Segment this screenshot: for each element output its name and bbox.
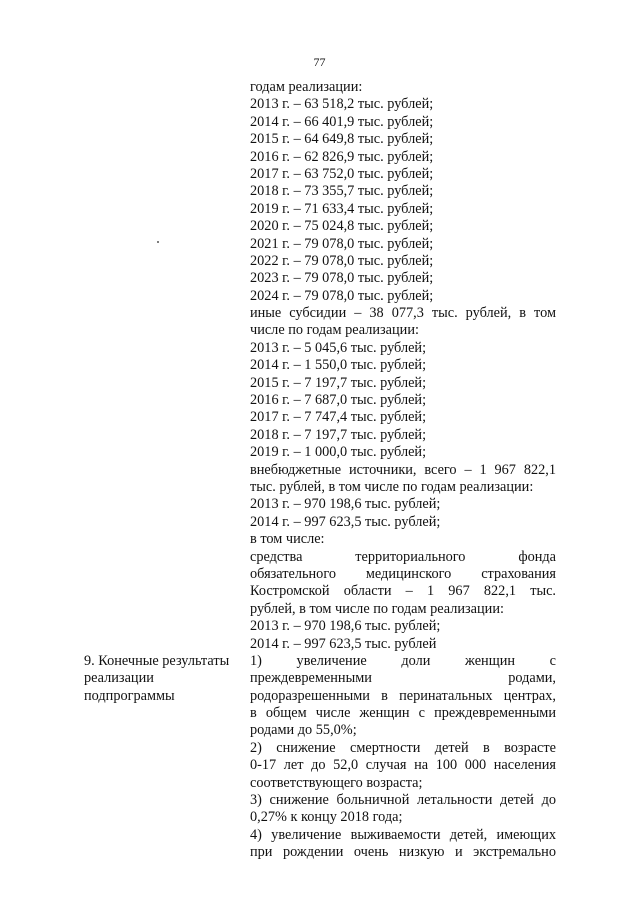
section-label-line: подпрограммы — [84, 687, 175, 704]
insurance-fund-line: рублей, в том числе по годам реализации: — [250, 600, 504, 617]
result-line: 2) снижение смертности детей в возрасте — [250, 739, 556, 756]
funding-line: годам реализации: — [250, 79, 363, 95]
insurance-fund-line: средства территориального фонда — [250, 548, 556, 565]
funding-line: 2016 г. – 62 826,9 тыс. рублей; — [250, 148, 434, 165]
subsidy-year-line: 2014 г. – 1 550,0 тыс. рублей; — [250, 357, 427, 374]
other-subsidies-line: числе по годам реализации: — [250, 322, 419, 339]
result-line: 3) снижение больничной летальности детей до — [250, 792, 556, 809]
funding-line: 2015 г. – 64 649,8 тыс. рублей; — [250, 131, 434, 148]
subsidy-year-line: 2017 г. – 7 747,4 тыс. рублей; — [250, 409, 427, 426]
subsidy-year-line: 2013 г. – 5 045,6 тыс. рублей; — [250, 339, 427, 356]
result-line: 0-17 лет до 52,0 случая на 100 000 населения — [250, 757, 556, 774]
funding-line: 2022 г. – 79 078,0 тыс. рублей; — [250, 252, 434, 269]
funding-row — [84, 79, 556, 653]
page-number: 77 — [313, 55, 326, 69]
funding-line: 2017 г. – 63 752,0 тыс. рублей; — [250, 165, 434, 182]
insurance-fund-line: обязательного медицинского страхования — [250, 565, 556, 582]
funding-line: 2018 г. – 73 355,7 тыс. рублей; — [250, 183, 434, 200]
funding-line: 2020 г. – 75 024,8 тыс. рублей; — [250, 218, 434, 235]
including-line: в том числе: — [250, 531, 325, 548]
result-line: 1) увеличение доли женщин с — [250, 652, 556, 669]
result-line: родоразрешенными в перинатальных центрах, — [250, 687, 556, 704]
subsidy-year-line: 2015 г. – 7 197,7 тыс. рублей; — [250, 374, 427, 391]
funding-line: 2023 г. – 79 078,0 тыс. рублей; — [250, 270, 434, 287]
subsidy-year-line: 2019 г. – 1 000,0 тыс. рублей; — [250, 444, 427, 461]
extrabudgetary-year-line: 2013 г. – 970 198,6 тыс. рублей; — [250, 496, 441, 513]
section-label-line: 9. Конечные результаты — [84, 652, 230, 669]
extrabudgetary-line: тыс. рублей, в том числе по годам реализации: — [250, 478, 534, 495]
insurance-fund-line: Костромской области – 1 967 822,1 тыс. — [250, 583, 556, 600]
result-word: преждевременными — [250, 670, 372, 687]
result-line: 0,27% к концу 2018 года; — [250, 809, 403, 826]
result-line: при рождении очень низкую и экстремально — [250, 844, 556, 861]
subsidy-year-line: 2018 г. – 7 197,7 тыс. рублей; — [250, 426, 427, 443]
result-line: родами до 55,0%; — [250, 722, 357, 739]
insurance-year-line: 2013 г. – 970 198,6 тыс. рублей; — [250, 618, 441, 635]
funding-line: 2019 г. – 71 633,4 тыс. рублей; — [250, 200, 434, 217]
funding-line: 2021 г. – 79 078,0 тыс. рублей; — [250, 235, 434, 252]
document-body — [84, 79, 556, 862]
funding-line: 2024 г. – 79 078,0 тыс. рублей; — [250, 287, 434, 304]
extrabudgetary-line: внебюджетные источники, всего – 1 967 822,1 — [250, 461, 556, 478]
result-line-split — [250, 670, 556, 687]
extrabudgetary-year-line: 2014 г. – 997 623,5 тыс. рублей; — [250, 513, 441, 530]
funding-cell — [250, 79, 556, 653]
result-word: родами, — [508, 670, 556, 687]
section-9-label — [84, 653, 250, 705]
insurance-year-line: 2014 г. – 997 623,5 тыс. рублей — [250, 635, 437, 652]
result-line: в общем числе женщин с преждевременными — [250, 705, 556, 722]
result-line: 4) увеличение выживаемости детей, имеющих — [250, 826, 556, 843]
section-9-results — [250, 653, 556, 862]
section-label-line: реализации — [84, 670, 154, 687]
funding-line: 2013 г. – 63 518,2 тыс. рублей; — [250, 96, 434, 113]
result-line: соответствующего возраста; — [250, 774, 423, 791]
subsidy-year-line: 2016 г. – 7 687,0 тыс. рублей; — [250, 392, 427, 409]
funding-line: 2014 г. – 66 401,9 тыс. рублей; — [250, 113, 434, 130]
section-9-row — [84, 653, 556, 862]
other-subsidies-line: иные субсидии – 38 077,3 тыс. рублей, в том — [250, 305, 556, 322]
